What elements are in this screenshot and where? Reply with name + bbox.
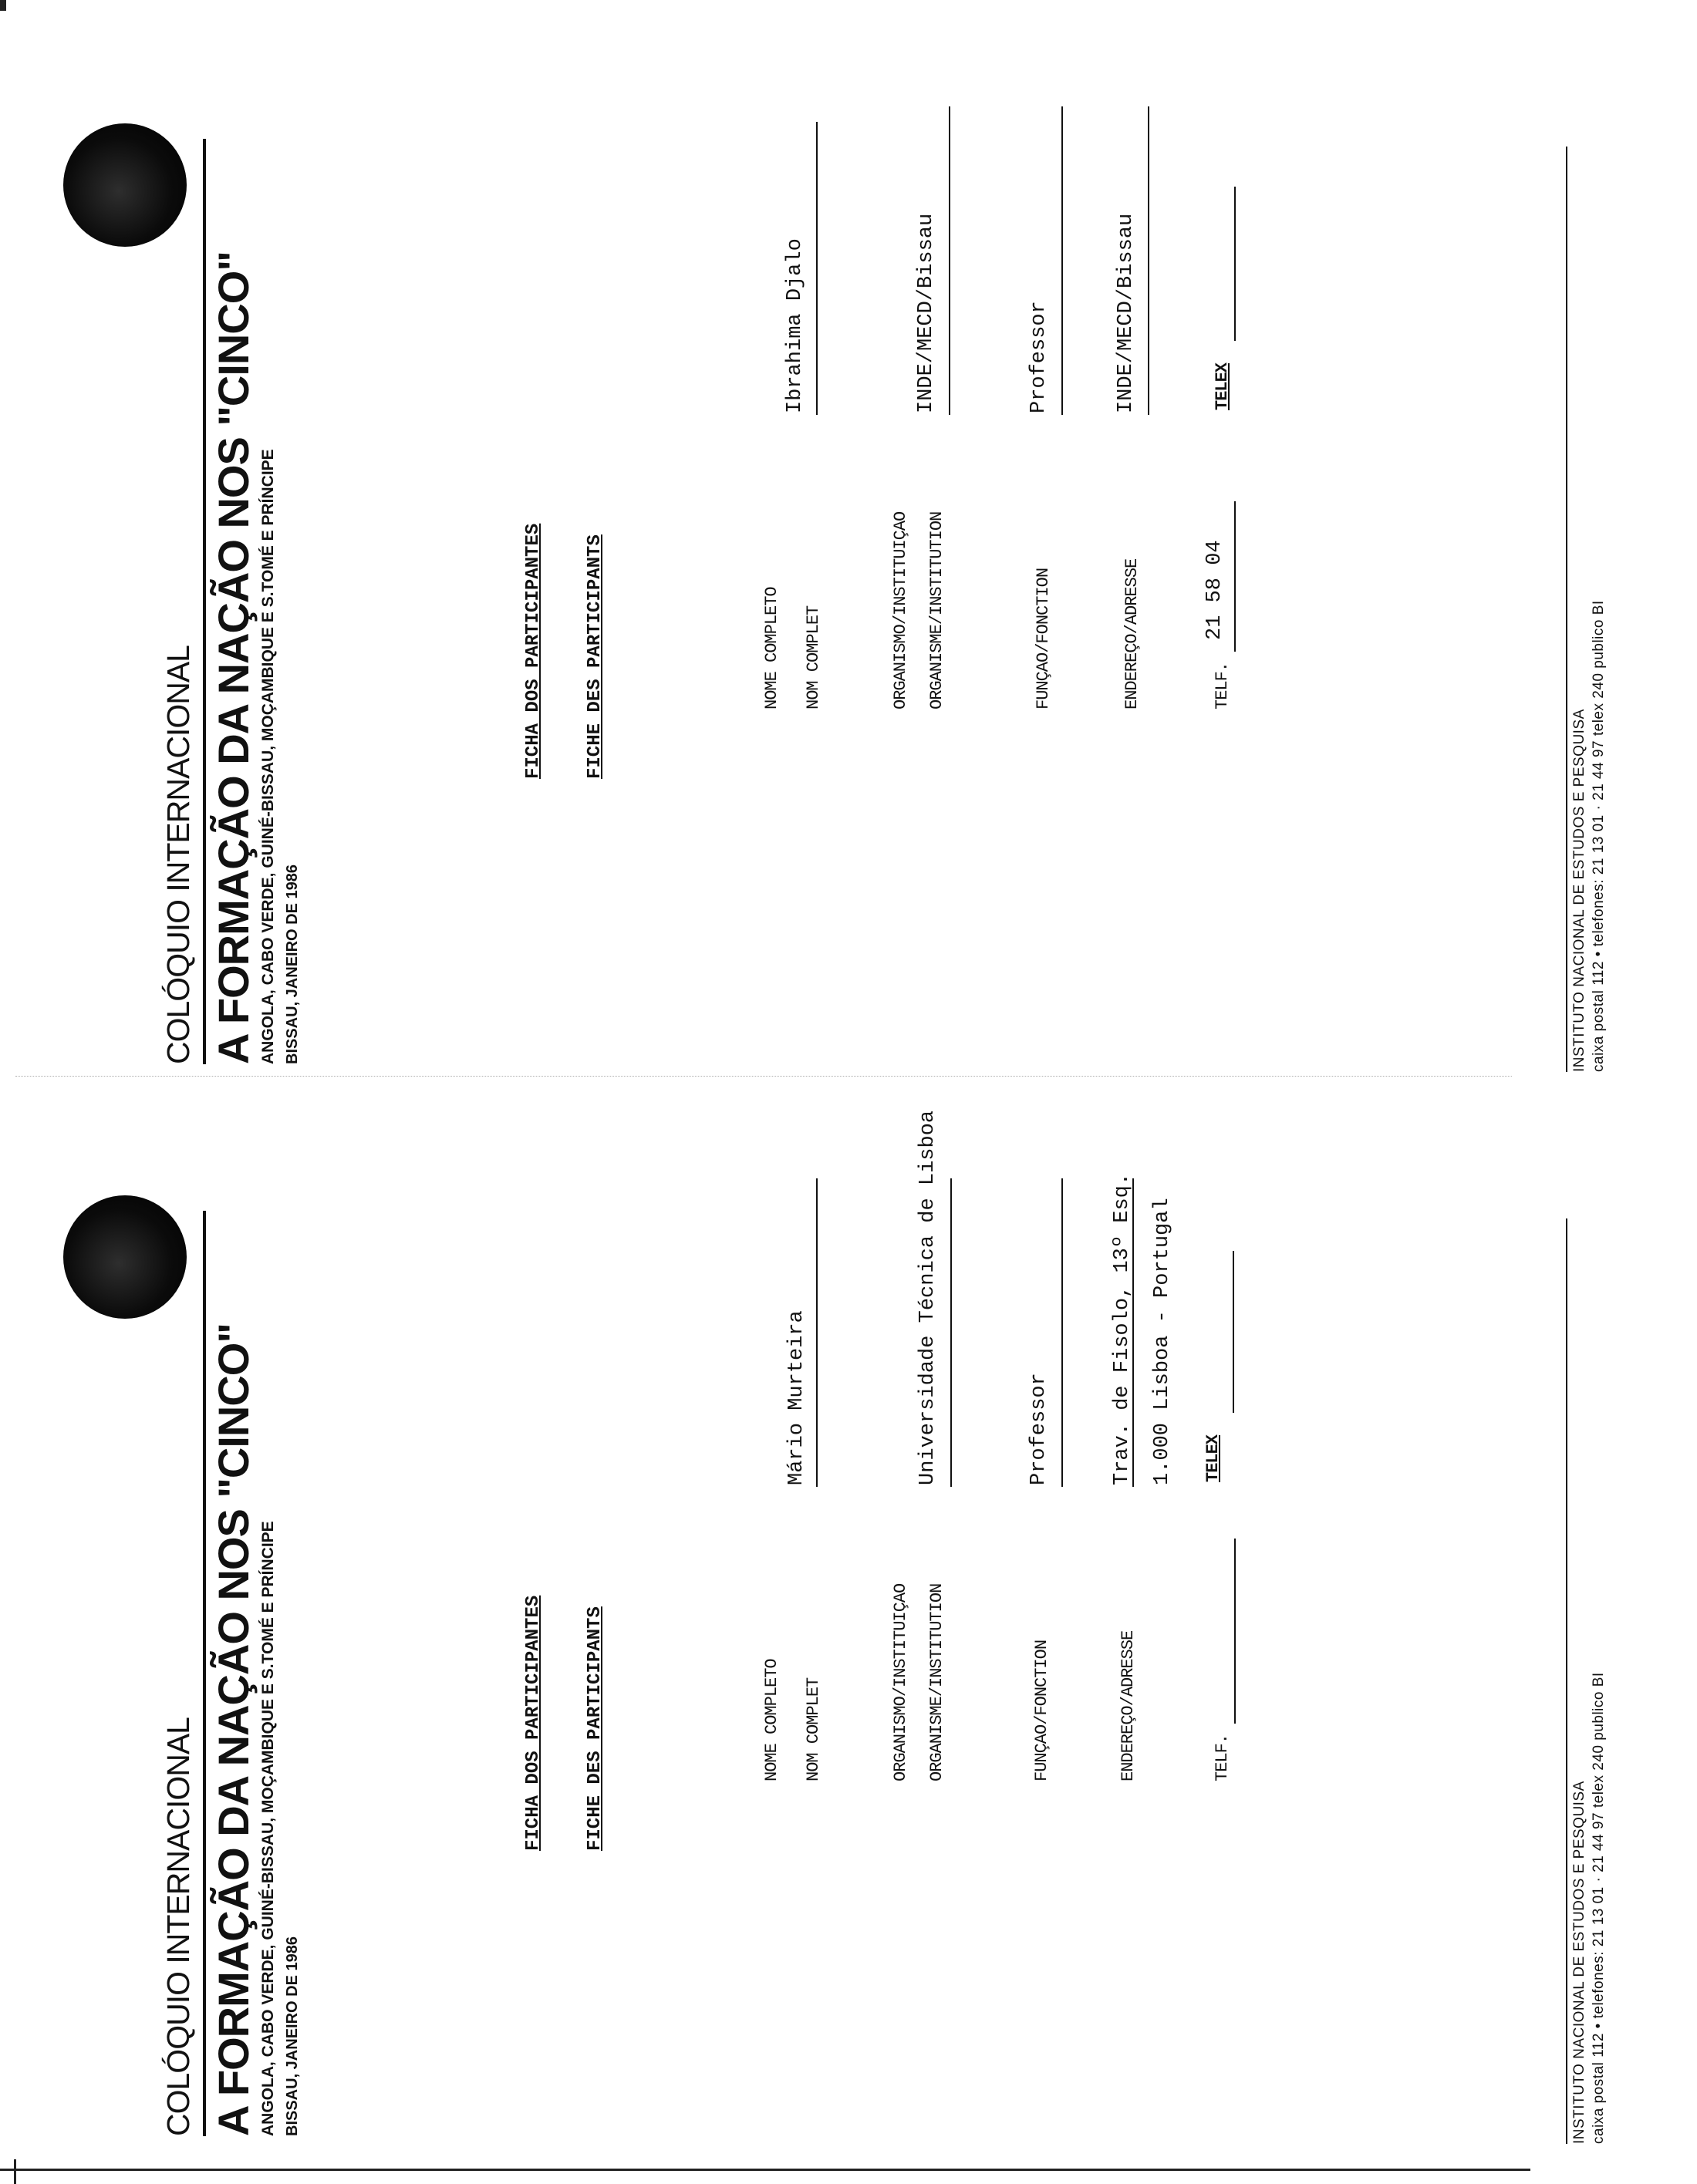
globe-logo-icon [63,123,187,247]
organization-value: Universidade Técnica de Lisboa [916,1110,940,1485]
label-org-pt: ORGANISMO/INSTITUIÇAO [891,511,910,709]
conference-headline: A FORMAÇÃO DA NAÇÃO NOS "CINCO" [209,251,258,1064]
form-heading-fr: FICHE DES PARTICIPANTS [585,1606,606,1851]
label-name-pt: NOME COMPLETO [762,1659,781,1781]
telf-line [1234,501,1236,652]
label-address: ENDEREÇO/ADRESSE [1122,558,1142,709]
colloquium-title: COLÓQUIO INTERNACIONAL [160,1717,196,2136]
label-telf: TELF. [1213,1734,1232,1781]
label-function: FUNÇAO/FONCTION [1034,568,1053,709]
title-rule [203,139,206,1064]
globe-logo-icon [63,1195,187,1319]
label-telf: TELF. [1213,662,1232,709]
place-date: BISSAU, JANEIRO DE 1986 [284,1936,301,2136]
address-value: INDE/MECD/Bissau [1115,213,1138,413]
countries-line: ANGOLA, CABO VERDE, GUINÉ-BISSAU, MOÇAMBIQUE E S.TOMÉ E PRÍNCIPE [259,1521,277,2136]
form-heading-pt: FICHA DOS PARTICIPANTES [523,1595,544,1851]
scan-edge-mark [0,0,6,11]
function-value: Professor [1027,1373,1051,1485]
telf-value: 21 58 04 [1203,540,1226,640]
label-org-pt: ORGANISMO/INSTITUIÇAO [891,1583,910,1781]
function-line [1061,106,1063,415]
label-function: FUNÇAO/FONCTION [1032,1640,1051,1781]
scan-bottom-edge [0,2169,1530,2171]
name-value: Ibrahima Djalo [784,238,807,413]
footer-contacts: caixa postal 112 • telefones: 21 13 01 · 21 44 97 telex 240 publico BI [1591,600,1607,1072]
telf-line [1234,1539,1236,1724]
organization-line [950,1178,952,1487]
label-name-fr: NOM COMPLET [804,1677,823,1781]
footer-rule [1566,147,1567,1072]
form-heading-fr: FICHE DES PARTICIPANTS [585,534,606,779]
label-telex: TELEX [1203,1434,1223,1482]
label-telex: TELEX [1213,362,1232,410]
telex-line [1234,187,1236,341]
footer-institute: INSTITUTO NACIONAL DE ESTUDOS E PESQUISA [1571,709,1587,1072]
telex-line [1233,1251,1234,1413]
label-address: ENDEREÇO/ADRESSE [1118,1630,1138,1781]
participant-form-1 [154,46,1697,1080]
address-line [1132,1178,1134,1487]
address-value: Trav. de Fisolo, 13º Esq. [1111,1172,1134,1485]
label-name-fr: NOM COMPLET [804,605,823,709]
label-org-fr: ORGANISME/INSTITUTION [927,1583,946,1781]
name-line [816,122,818,415]
organization-line [949,106,950,415]
address-value-line2: 1.000 Lisboa - Portugal [1151,1198,1174,1485]
conference-headline: A FORMAÇÃO DA NAÇÃO NOS "CINCO" [209,1323,258,2136]
function-value: Professor [1027,301,1051,413]
function-line [1061,1178,1063,1487]
label-name-pt: NOME COMPLETO [762,587,781,709]
name-line [816,1178,818,1487]
countries-line: ANGOLA, CABO VERDE, GUINÉ-BISSAU, MOÇAMBIQUE E S.TOMÉ E PRÍNCIPE [259,449,277,1064]
place-date: BISSAU, JANEIRO DE 1986 [284,865,301,1064]
participant-form-2 [154,1110,1697,2152]
form-heading-pt: FICHA DOS PARTICIPANTES [523,523,544,779]
colloquium-title: COLÓQUIO INTERNACIONAL [160,645,196,1064]
name-value: Mário Murteira [785,1310,808,1485]
footer-contacts: caixa postal 112 • telefones: 21 13 01 · 21 44 97 telex 240 publico BI [1591,1672,1607,2144]
footer-rule [1566,1218,1567,2144]
footer-institute: INSTITUTO NACIONAL DE ESTUDOS E PESQUISA [1571,1781,1587,2144]
organization-value: INDE/MECD/Bissau [915,213,938,413]
label-org-fr: ORGANISME/INSTITUTION [927,511,946,709]
scan-left-edge [14,2159,16,2184]
address-line [1148,106,1149,415]
title-rule [203,1211,206,2136]
